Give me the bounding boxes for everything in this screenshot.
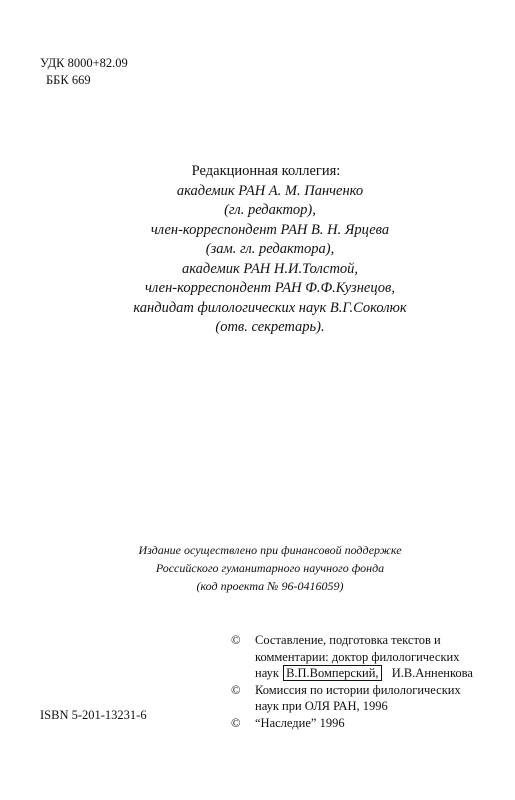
bbk-code: ББК 669 [46, 73, 91, 87]
board-member-line: член-корреспондент РАН Ф.Ф.Кузнецов, [145, 280, 395, 296]
udk-code: УДК 8000+82.09 [40, 56, 128, 70]
copyright-text-fragment: наук [255, 666, 279, 680]
copyright-block [231, 632, 473, 731]
editorial-board-heading: Редакционная коллегия: [191, 163, 341, 179]
copyright-text-line: наук при ОЛЯ РАН, 1996 [255, 699, 388, 713]
board-member-line: член-корреспондент РАН В. Н. Ярцева [150, 221, 390, 238]
copyright-author-name: И.В.Анненкова [391, 666, 473, 680]
board-member-role: (отв. секретарь). [215, 319, 325, 335]
funding-line: Издание осуществлено при финансовой поддержке [138, 543, 402, 557]
funding-note [100, 541, 440, 595]
board-member-role: (зам. гл. редактора), [205, 241, 335, 257]
copyright-entry-compilation [231, 632, 473, 682]
copyright-entry-publisher [231, 715, 473, 732]
copyright-text-line: Составление, подготовка текстов и [255, 633, 441, 647]
classification-block [40, 55, 128, 89]
board-member-role: (гл. редактор), [224, 202, 316, 218]
copyright-text-line: комментарии: доктор филологических [255, 649, 460, 664]
copyright-entry-commission [231, 682, 473, 715]
isbn-number: ISBN 5-201-13231-6 [40, 708, 147, 722]
copyright-icon: © [231, 633, 241, 647]
copyright-icon: © [231, 715, 241, 730]
boxed-author-name: В.П.Вомперский, [283, 665, 382, 681]
copyright-icon: © [231, 682, 241, 697]
copyright-text-line: “Наследие” 1996 [255, 715, 345, 730]
funding-line: Российского гуманитарного научного фонда [155, 561, 385, 575]
board-member-line: академик РАН Н.И.Толстой, [181, 260, 359, 277]
editorial-board [100, 162, 440, 338]
copyright-text-line [255, 665, 473, 682]
funding-project-code: (код проекта № 96-0416059) [196, 579, 344, 593]
copyright-text-line: Комиссия по истории филологических [255, 682, 461, 697]
board-member-line: академик РАН А. М. Панченко [176, 182, 364, 199]
board-member-line: кандидат филологических наук В.Г.Соколюк [133, 299, 407, 316]
